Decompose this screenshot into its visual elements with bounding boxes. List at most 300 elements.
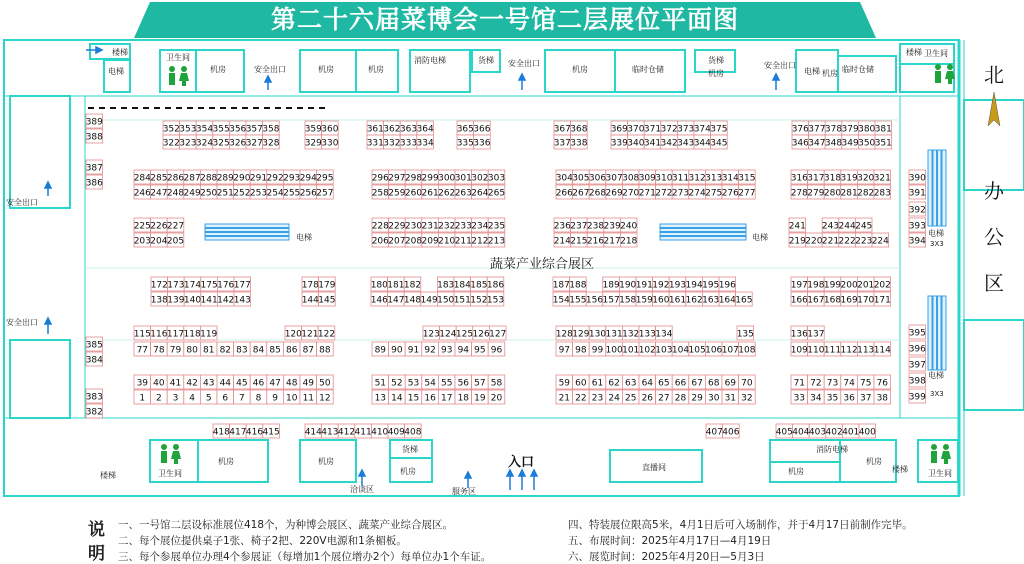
- booth-186: [487, 277, 504, 291]
- booth-number: 396: [908, 344, 926, 355]
- booth-number: 90: [391, 345, 403, 356]
- booth-number: 42: [186, 378, 198, 389]
- booth-number: 170: [857, 295, 875, 306]
- booth-number: 380: [858, 124, 876, 135]
- booth-number: 112: [840, 345, 858, 356]
- booth-number: 234: [471, 221, 489, 232]
- booth-number: 198: [807, 280, 825, 291]
- booth-251: [217, 185, 234, 199]
- booth-146: [371, 292, 388, 306]
- escalator-1: [205, 224, 289, 240]
- booth-395: [909, 325, 926, 339]
- booth-333: [400, 135, 417, 149]
- booth-number: 22: [575, 393, 587, 404]
- booth-214: [554, 233, 571, 247]
- booth-216: [587, 233, 604, 247]
- booth-148: [404, 292, 421, 306]
- booth-368: [570, 121, 587, 135]
- booth-number: 216: [586, 236, 605, 247]
- booth-number: 192: [652, 280, 670, 291]
- booth-271: [639, 185, 656, 199]
- booth-246: [134, 185, 151, 199]
- booth-412: [338, 424, 355, 438]
- booth-116: [150, 326, 167, 340]
- booth-79: [167, 342, 184, 356]
- booth-number: 303: [487, 173, 506, 184]
- booth-number: 400: [858, 427, 876, 438]
- booth-number: 132: [622, 329, 640, 340]
- booth-378: [825, 121, 842, 135]
- booth-382: [86, 404, 103, 418]
- machine-room-3: 机房: [368, 65, 384, 74]
- booth-number: 257: [316, 188, 334, 199]
- booth-number: 63: [624, 378, 637, 389]
- booth-143: [234, 292, 251, 306]
- booth-number: 386: [85, 178, 103, 189]
- booth-number: 394: [908, 236, 926, 247]
- booth-number: 191: [635, 280, 653, 291]
- booth-number: 277: [738, 188, 756, 199]
- booth-number: 99: [591, 345, 604, 356]
- booth-number: 178: [301, 280, 319, 291]
- booth-number: 161: [668, 295, 687, 306]
- booth-number: 263: [454, 188, 472, 199]
- booth-number: 142: [217, 295, 235, 306]
- booth-number: 384: [85, 355, 103, 366]
- booth-349: [842, 135, 859, 149]
- booth-number: 141: [200, 295, 218, 306]
- booth-370: [627, 121, 644, 135]
- booth-number: 37: [859, 393, 872, 404]
- booth-number: 295: [316, 173, 334, 184]
- booth-number: 408: [404, 427, 422, 438]
- booth-number: 182: [403, 280, 422, 291]
- booth-196: [719, 277, 736, 291]
- booth-number: 5: [205, 393, 212, 404]
- booth-217: [604, 233, 621, 247]
- booth-number: 203: [133, 236, 151, 247]
- booth-136: [791, 326, 808, 340]
- booth-327: [246, 135, 263, 149]
- booth-415: [263, 424, 280, 438]
- booth-number: 210: [438, 236, 456, 247]
- booth-319: [841, 170, 858, 184]
- booth-number: 286: [166, 173, 185, 184]
- booth-29: [689, 390, 706, 404]
- booth-number: 388: [85, 132, 103, 143]
- booth-262: [438, 185, 455, 199]
- elevator-small-left: 电梯: [108, 67, 124, 76]
- booth-number: 218: [620, 236, 638, 247]
- page-title: 第二十六届菜博会一号馆二层展位平面图: [270, 5, 739, 34]
- booth-171: [874, 292, 891, 306]
- booth-147: [387, 292, 404, 306]
- booth-number: 343: [677, 138, 695, 149]
- booth-number: 270: [622, 188, 640, 199]
- booth-number: 232: [438, 221, 456, 232]
- booth-340: [627, 135, 644, 149]
- booth-252: [233, 185, 250, 199]
- booth-84: [250, 342, 267, 356]
- booth-number: 139: [167, 295, 185, 306]
- booth-403: [809, 424, 826, 438]
- booth-number: 337: [553, 138, 571, 149]
- booth-number: 285: [150, 173, 168, 184]
- booth-277: [738, 185, 755, 199]
- booth-number: 202: [873, 280, 891, 291]
- booth-83: [234, 342, 251, 356]
- booth-number: 261: [421, 188, 439, 199]
- booth-74: [841, 375, 858, 389]
- booth-56: [455, 375, 472, 389]
- booth-54: [422, 375, 439, 389]
- booth-78: [151, 342, 168, 356]
- booth-number: 220: [805, 236, 823, 247]
- booth-291: [250, 170, 267, 184]
- booth-404: [792, 424, 809, 438]
- booth-250: [200, 185, 217, 199]
- booth-number: 239: [603, 221, 621, 232]
- booth-number: 326: [229, 138, 247, 149]
- booth-number: 195: [702, 280, 720, 291]
- booth-135: [737, 326, 754, 340]
- restroom-top-right: 卫生间: [924, 49, 948, 58]
- booth-301: [455, 170, 472, 184]
- booth-190: [619, 277, 636, 291]
- booth-number: 381: [874, 124, 892, 135]
- booth-number: 124: [439, 329, 457, 340]
- booth-number: 50: [319, 378, 331, 389]
- booth-212: [471, 233, 488, 247]
- elevator-small-right: 电梯: [804, 67, 820, 76]
- booth-number: 200: [840, 280, 858, 291]
- booth-278: [791, 185, 808, 199]
- booth-374: [694, 121, 711, 135]
- booth-number: 322: [162, 138, 180, 149]
- booth-318: [824, 170, 841, 184]
- booth-number: 88: [319, 345, 331, 356]
- booth-350: [858, 135, 875, 149]
- booth-346: [792, 135, 809, 149]
- booth-51: [372, 375, 389, 389]
- escalator-size-1: 3X3: [930, 240, 944, 248]
- booth-number: 411: [354, 427, 372, 438]
- booth-40: [151, 375, 168, 389]
- booth-number: 116: [150, 329, 168, 340]
- booth-384: [86, 352, 103, 366]
- booth-332: [383, 135, 400, 149]
- booth-number: 12: [319, 393, 331, 404]
- booth-385: [86, 337, 103, 351]
- booth-70: [739, 375, 756, 389]
- booth-2: [151, 390, 168, 404]
- booth-number: 27: [658, 393, 670, 404]
- booth-205: [167, 233, 184, 247]
- booth-number: 1: [139, 393, 146, 404]
- live-room: 直播间: [642, 463, 666, 472]
- booth-286: [167, 170, 184, 184]
- booth-361: [367, 121, 384, 135]
- note-4: 四、特装展位限高5米，4月1日后可入场制作，并于4月17日前制作完毕。: [568, 519, 913, 531]
- booth-279: [807, 185, 824, 199]
- booth-114: [874, 342, 891, 356]
- booth-208: [405, 233, 422, 247]
- booth-number: 130: [588, 329, 607, 340]
- booth-number: 274: [688, 188, 706, 199]
- notes-section: [0, 505, 1024, 564]
- booth-142: [217, 292, 234, 306]
- booth-number: 281: [840, 188, 858, 199]
- booth-227: [167, 218, 184, 232]
- booth-225: [134, 218, 151, 232]
- booth-number: 336: [473, 138, 491, 149]
- booth-number: 122: [317, 329, 336, 340]
- service-area: 服务区: [452, 487, 476, 496]
- booth-388: [86, 129, 103, 143]
- booth-number: 358: [262, 124, 280, 135]
- booth-3: [167, 390, 184, 404]
- booth-172: [151, 277, 168, 291]
- booth-number: 311: [671, 173, 690, 184]
- booth-113: [857, 342, 874, 356]
- booth-number: 309: [638, 173, 656, 184]
- booth-44: [217, 375, 234, 389]
- booth-228: [372, 218, 389, 232]
- booth-239: [604, 218, 621, 232]
- booth-number: 172: [150, 280, 168, 291]
- booth-222: [839, 233, 856, 247]
- booth-269: [606, 185, 623, 199]
- booth-106: [705, 342, 722, 356]
- booth-number: 279: [807, 188, 825, 199]
- booth-344: [694, 135, 711, 149]
- booth-115: [134, 326, 151, 340]
- booth-number: 256: [299, 188, 317, 199]
- booth-347: [808, 135, 825, 149]
- freight-elevator-1: 货梯: [478, 56, 494, 65]
- booth-363: [400, 121, 417, 135]
- freight-elevator-3: 货梯: [402, 445, 418, 454]
- booth-number: 301: [454, 173, 472, 184]
- booth-number: 133: [638, 329, 656, 340]
- booth-281: [841, 185, 858, 199]
- booth-353: [179, 121, 196, 135]
- booth-number: 240: [620, 221, 638, 232]
- booth-121: [301, 326, 318, 340]
- booth-number: 71: [793, 378, 806, 389]
- booth-number: 138: [150, 295, 168, 306]
- booth-202: [874, 277, 891, 291]
- booth-number: 319: [840, 173, 858, 184]
- booth-number: 164: [718, 295, 736, 306]
- booth-264: [471, 185, 488, 199]
- booth-155: [569, 292, 586, 306]
- booth-number: 152: [470, 295, 488, 306]
- booth-48: [283, 375, 300, 389]
- booth-331: [367, 135, 384, 149]
- booth-number: 268: [588, 188, 607, 199]
- booth-number: 131: [605, 329, 623, 340]
- booth-number: 64: [641, 378, 654, 389]
- booth-175: [201, 277, 218, 291]
- notes-heading-1: 说: [88, 520, 105, 540]
- booth-90: [389, 342, 406, 356]
- booth-341: [644, 135, 661, 149]
- booth-120: [285, 326, 302, 340]
- booth-253: [250, 185, 267, 199]
- booth-364: [417, 121, 434, 135]
- booth-240: [620, 218, 637, 232]
- booth-275: [705, 185, 722, 199]
- booth-number: 35: [826, 393, 839, 404]
- booth-330: [321, 135, 338, 149]
- booth-35: [824, 390, 841, 404]
- booth-133: [639, 326, 656, 340]
- booth-number: 266: [555, 188, 573, 199]
- booth-number: 11: [302, 393, 315, 404]
- booth-177: [234, 277, 251, 291]
- booth-number: 317: [807, 173, 825, 184]
- booth-number: 300: [438, 173, 456, 184]
- booth-200: [841, 277, 858, 291]
- booth-137: [807, 326, 824, 340]
- booth-number: 145: [318, 295, 336, 306]
- notes-heading-2: 明: [88, 544, 105, 564]
- booth-187: [553, 277, 570, 291]
- booth-number: 284: [133, 173, 151, 184]
- booth-180: [371, 277, 388, 291]
- booth-number: 278: [790, 188, 808, 199]
- booth-226: [150, 218, 167, 232]
- stairs-label-right: 楼梯: [906, 48, 922, 57]
- stairs-label-left: 楼梯: [112, 48, 128, 57]
- booth-173: [167, 277, 184, 291]
- booth-number: 344: [693, 138, 711, 149]
- booth-357: [246, 121, 263, 135]
- booth-58: [488, 375, 505, 389]
- booth-335: [457, 135, 474, 149]
- machine-room-1: 机房: [210, 65, 226, 74]
- booth-number: 153: [486, 295, 505, 306]
- booth-182: [404, 277, 421, 291]
- booth-number: 187: [552, 280, 570, 291]
- booth-55: [438, 375, 455, 389]
- booth-number: 376: [791, 124, 809, 135]
- booth-17: [438, 390, 455, 404]
- booth-284: [134, 170, 151, 184]
- booth-41: [167, 375, 184, 389]
- booth-66: [672, 375, 689, 389]
- booth-195: [702, 277, 719, 291]
- booth-number: 87: [302, 345, 315, 356]
- office-char-1: 办: [984, 179, 1004, 203]
- booth-number: 188: [569, 280, 587, 291]
- booth-number: 79: [169, 345, 182, 356]
- booth-28: [672, 390, 689, 404]
- booth-80: [184, 342, 201, 356]
- booth-409: [388, 424, 405, 438]
- booth-number: 237: [570, 221, 588, 232]
- booth-number: 338: [570, 138, 588, 149]
- office-char-2: 公: [984, 225, 1004, 249]
- restroom-icon-top-right: [935, 64, 955, 84]
- booth-372: [661, 121, 678, 135]
- escalator-3: [928, 150, 946, 226]
- machine-room-11: 机房: [866, 457, 882, 466]
- booth-number: 68: [707, 378, 720, 389]
- booth-number: 176: [217, 280, 235, 291]
- booth-number: 280: [823, 188, 842, 199]
- booth-number: 333: [399, 138, 418, 149]
- booth-82: [217, 342, 234, 356]
- booth-number: 117: [166, 329, 185, 340]
- booth-number: 165: [735, 295, 753, 306]
- booth-391: [909, 185, 926, 199]
- booth-number: 97: [558, 345, 571, 356]
- booth-307: [606, 170, 623, 184]
- booth-number: 156: [585, 295, 604, 306]
- booth-270: [622, 185, 639, 199]
- note-5: 五、布展时间：2025年4月17日—4月19日: [568, 535, 772, 547]
- booth-389: [86, 114, 103, 128]
- booth-26: [639, 390, 656, 404]
- booth-343: [677, 135, 694, 149]
- booth-number: 327: [245, 138, 263, 149]
- booth-134: [655, 326, 672, 340]
- booth-number: 127: [489, 329, 507, 340]
- booth-number: 215: [570, 236, 588, 247]
- booth-89: [372, 342, 389, 356]
- booth-259: [388, 185, 405, 199]
- booth-201: [857, 277, 874, 291]
- booth-104: [672, 342, 689, 356]
- booth-number: 108: [738, 345, 756, 356]
- booth-31: [722, 390, 739, 404]
- booth-number: 312: [688, 173, 706, 184]
- entrance-label: 入口: [508, 455, 535, 470]
- booth-369: [611, 121, 628, 135]
- booth-192: [652, 277, 669, 291]
- booth-number: 378: [824, 124, 843, 135]
- booth-326: [229, 135, 246, 149]
- booth-number: 293: [283, 173, 301, 184]
- booth-296: [372, 170, 389, 184]
- booth-number: 369: [610, 124, 628, 135]
- booth-number: 67: [691, 378, 703, 389]
- booth-139: [167, 292, 184, 306]
- booth-417: [229, 424, 246, 438]
- booth-number: 236: [553, 221, 571, 232]
- booth-number: 403: [808, 427, 827, 438]
- booth-number: 52: [391, 378, 403, 389]
- booth-5: [200, 390, 217, 404]
- booth-number: 246: [133, 188, 151, 199]
- booth-number: 8: [255, 393, 262, 404]
- temp-storage-1: 临时仓储: [632, 65, 664, 74]
- safety-exit-top-1: 安全出口: [254, 65, 286, 74]
- booth-414: [305, 424, 322, 438]
- booth-number: 13: [374, 393, 387, 404]
- booth-number: 75: [859, 378, 872, 389]
- booth-number: 393: [908, 221, 926, 232]
- booth-198: [807, 277, 824, 291]
- booth-91: [405, 342, 422, 356]
- booth-number: 209: [421, 236, 439, 247]
- booth-number: 167: [807, 295, 825, 306]
- booth-77: [134, 342, 151, 356]
- booth-number: 298: [404, 173, 423, 184]
- booth-309: [639, 170, 656, 184]
